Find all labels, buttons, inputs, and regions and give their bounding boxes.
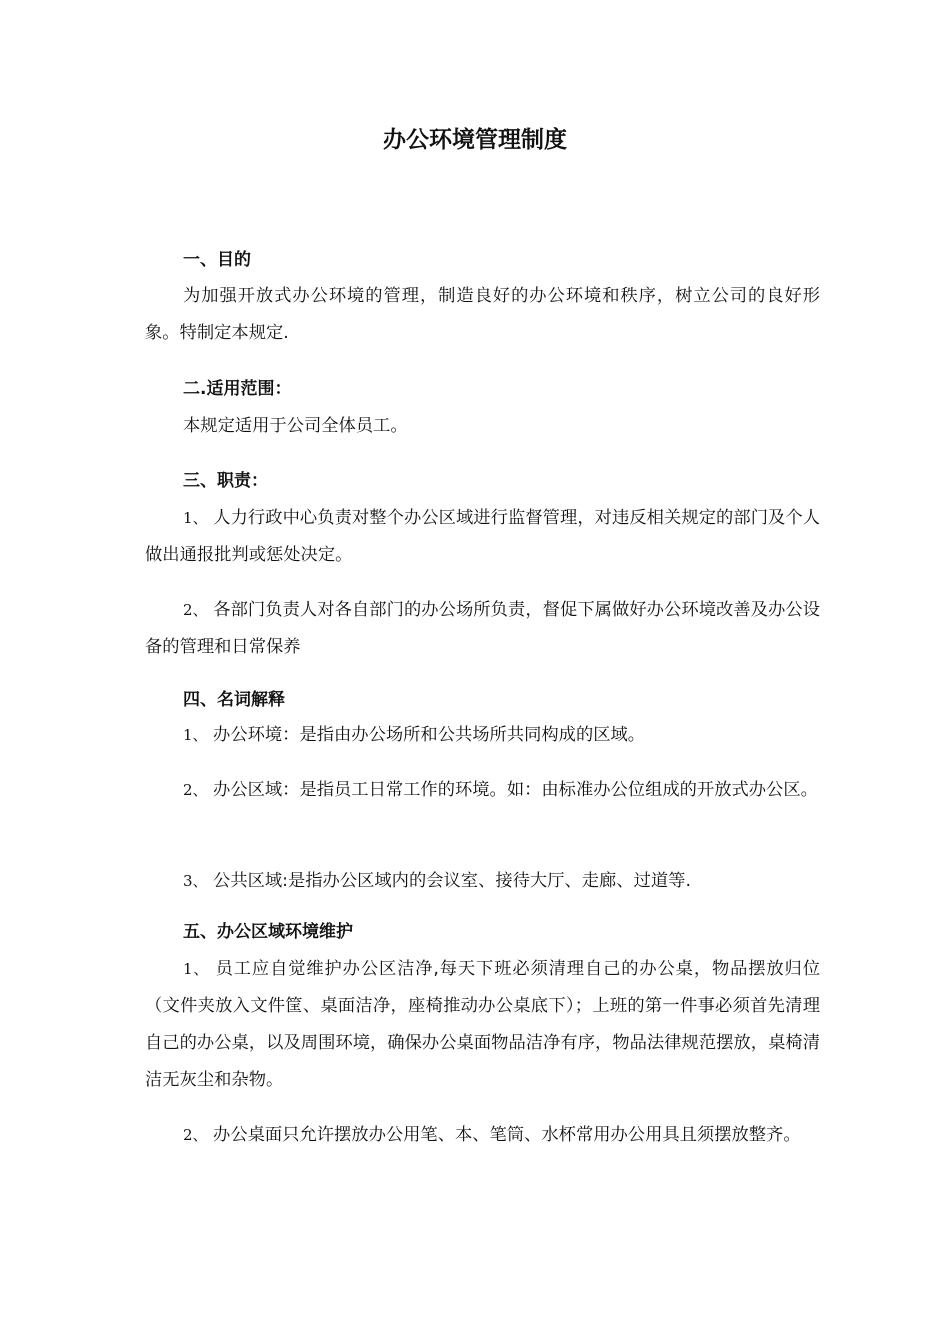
item-number: 2、 bbox=[183, 781, 208, 799]
list-item bbox=[145, 500, 820, 574]
list-item bbox=[145, 951, 820, 1099]
list-item bbox=[145, 863, 820, 900]
item-text: 人力行政中心负责对整个办公区域进行监督管理，对违反相关规定的部门及个人做出通报批判或惩处决定。 bbox=[145, 508, 821, 565]
document-title: 办公环境管理制度 bbox=[383, 127, 567, 153]
list-item bbox=[145, 717, 820, 754]
item-number: 1、 bbox=[183, 509, 208, 527]
item-number: 3、 bbox=[183, 872, 208, 890]
item-number: 1、 bbox=[183, 960, 210, 978]
item-number: 2、 bbox=[183, 601, 208, 619]
item-text: 公共区域:是指办公区域内的会议室、接待大厅、走廊、过道等. bbox=[213, 871, 691, 891]
item-text: 办公区域：是指员工日常工作的环境。如：由标准办公位组成的开放式办公区。 bbox=[213, 780, 818, 800]
paragraph-text: 为加强开放式办公环境的管理，制造良好的办公环境和秩序，树立公司的良好形象。特制定本规定. bbox=[145, 286, 820, 343]
list-item bbox=[145, 772, 820, 809]
item-text: 办公环境：是指由办公场所和公共场所共同构成的区域。 bbox=[213, 725, 646, 745]
paragraph bbox=[145, 278, 820, 352]
item-text: 员工应自觉维护办公区洁净,每天下班必须清理自己的办公桌，物品摆放归位（文件夹放入文件筐、桌面洁净，座椅推动办公桌底下）；上班的第一件事必须首先清理自己的办公桌，以及周围环境，确保办公桌面物品洁净有序，物品法律规范摆放，桌椅清洁无灰尘和杂物。 bbox=[145, 959, 820, 1090]
list-item bbox=[145, 1117, 820, 1154]
section-heading-purpose: 一、目的 bbox=[183, 250, 251, 270]
paragraph-text: 本规定适用于公司全体员工。 bbox=[183, 416, 408, 436]
item-text: 办公桌面只允许摆放办公用笔、本、笔筒、水杯常用办公用具且须摆放整齐。 bbox=[213, 1125, 801, 1145]
section-heading-office-maintenance: 五、办公区域环境维护 bbox=[183, 922, 353, 942]
section-heading-definitions: 四、名词解释 bbox=[183, 690, 285, 710]
paragraph bbox=[145, 408, 820, 445]
item-number: 2、 bbox=[183, 1126, 208, 1144]
item-text: 各部门负责人对各自部门的办公场所负责，督促下属做好办公环境改善及办公设备的管理和日常保养 bbox=[145, 600, 821, 657]
section-heading-responsibilities: 三、职责： bbox=[183, 471, 268, 491]
list-item bbox=[145, 592, 820, 666]
section-heading-scope: 二.适用范围： bbox=[183, 379, 292, 399]
item-number: 1、 bbox=[183, 726, 208, 744]
